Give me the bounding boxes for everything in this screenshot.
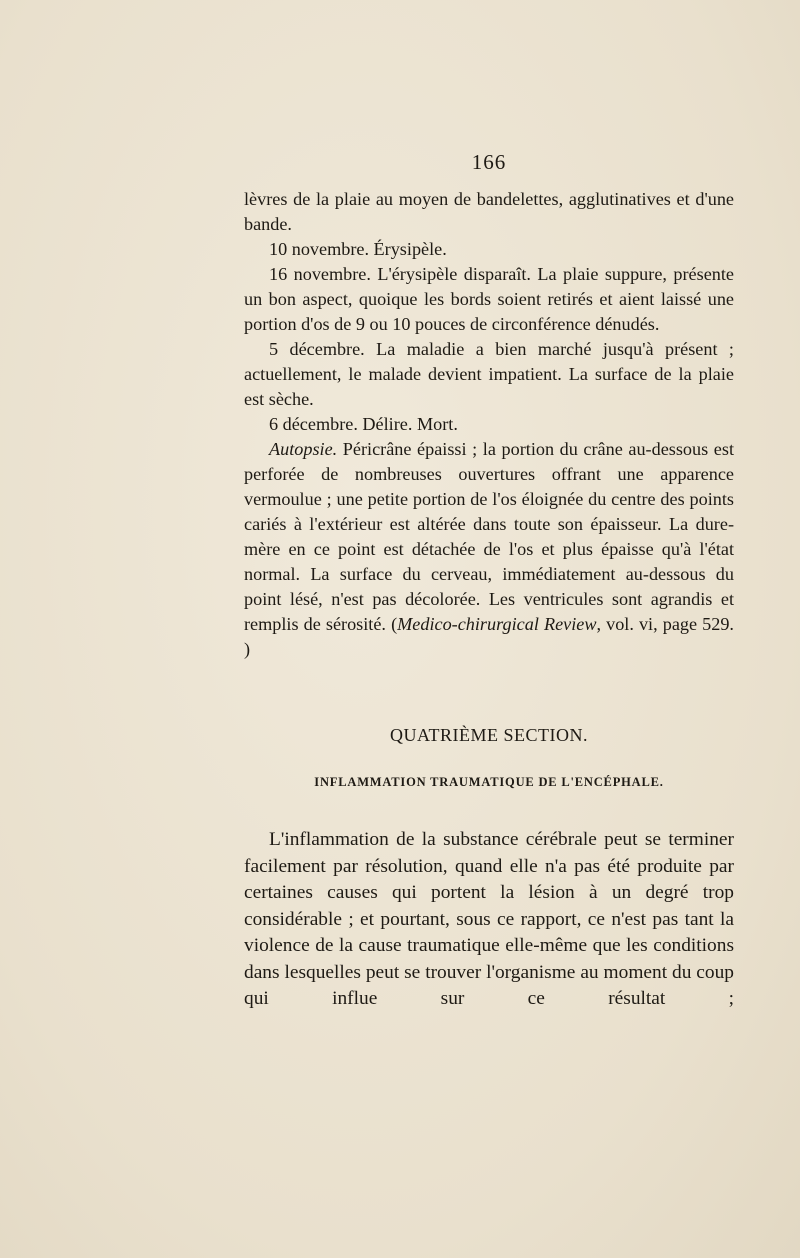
autopsy-lead: Autopsie. — [269, 439, 338, 459]
section-subtitle: INFLAMMATION TRAUMATIQUE DE L'ENCÉPHALE. — [314, 775, 664, 789]
paragraph-nov-16: 16 novembre. L'érysipèle disparaît. La plaie suppure, présente un bon aspect, quoique les bords soient retirés et aient laissé une portion d'os de 9 ou 10 pouces de circonférence dénudés. — [244, 264, 734, 334]
paragraph-autopsy — [244, 437, 734, 662]
section-body-paragraph: L'inflammation de la substance cérébrale peut se terminer facilement par résolution, quand elle n'a pas été produite par certaines causes qui portent la lésion à un degré trop considérable ; et pourtant, sous ce rapport, ce n'est pas tant la violence de la cause traumatique elle-même que les conditions dans lesquelles peut se trouver l'organisme au moment du coup qui influe sur ce résultat ; — [244, 829, 734, 1009]
paragraph-dec-5: 5 décembre. La maladie a bien marché jusqu'à présent ; actuellement, le malade devient impatient. La surface de la plaie est sèche. — [244, 339, 734, 409]
journal-citation: Medico-chirurgical Review — [397, 614, 597, 634]
paragraph-bandage: lèvres de la plaie au moyen de bandelettes, agglutinatives et d'une bande. — [244, 189, 734, 234]
autopsy-text: Péricrâne épaissi ; la portion du crâne au-dessous est perforée de nombreuses ouvertures offrant une apparence vermoulue ; une petite portion de l'os éloignée du centre des points cariés à l'extérieur est altérée dans toute son épaisseur. La dure-mère en ce point est détachée de l'os et plus épaisse qu'à l'état normal. La surface du cerveau, immédiatement au-dessous du point lésé, n'est pas décolorée. Les ventricules sont agrandis et remplis de sérosité. ( — [244, 439, 734, 634]
citation-tail: , vol. vi, page 529. ) — [244, 614, 734, 659]
section-title: QUATRIÈME SECTION. — [390, 725, 588, 745]
page-number: 166 — [471, 150, 507, 174]
section-body — [244, 827, 734, 1013]
book-page — [244, 150, 734, 1013]
paragraph-nov-10: 10 novembre. Érysipèle. — [269, 239, 447, 259]
case-report-text — [244, 187, 734, 662]
paragraph-dec-6: 6 décembre. Délire. Mort. — [269, 414, 458, 434]
